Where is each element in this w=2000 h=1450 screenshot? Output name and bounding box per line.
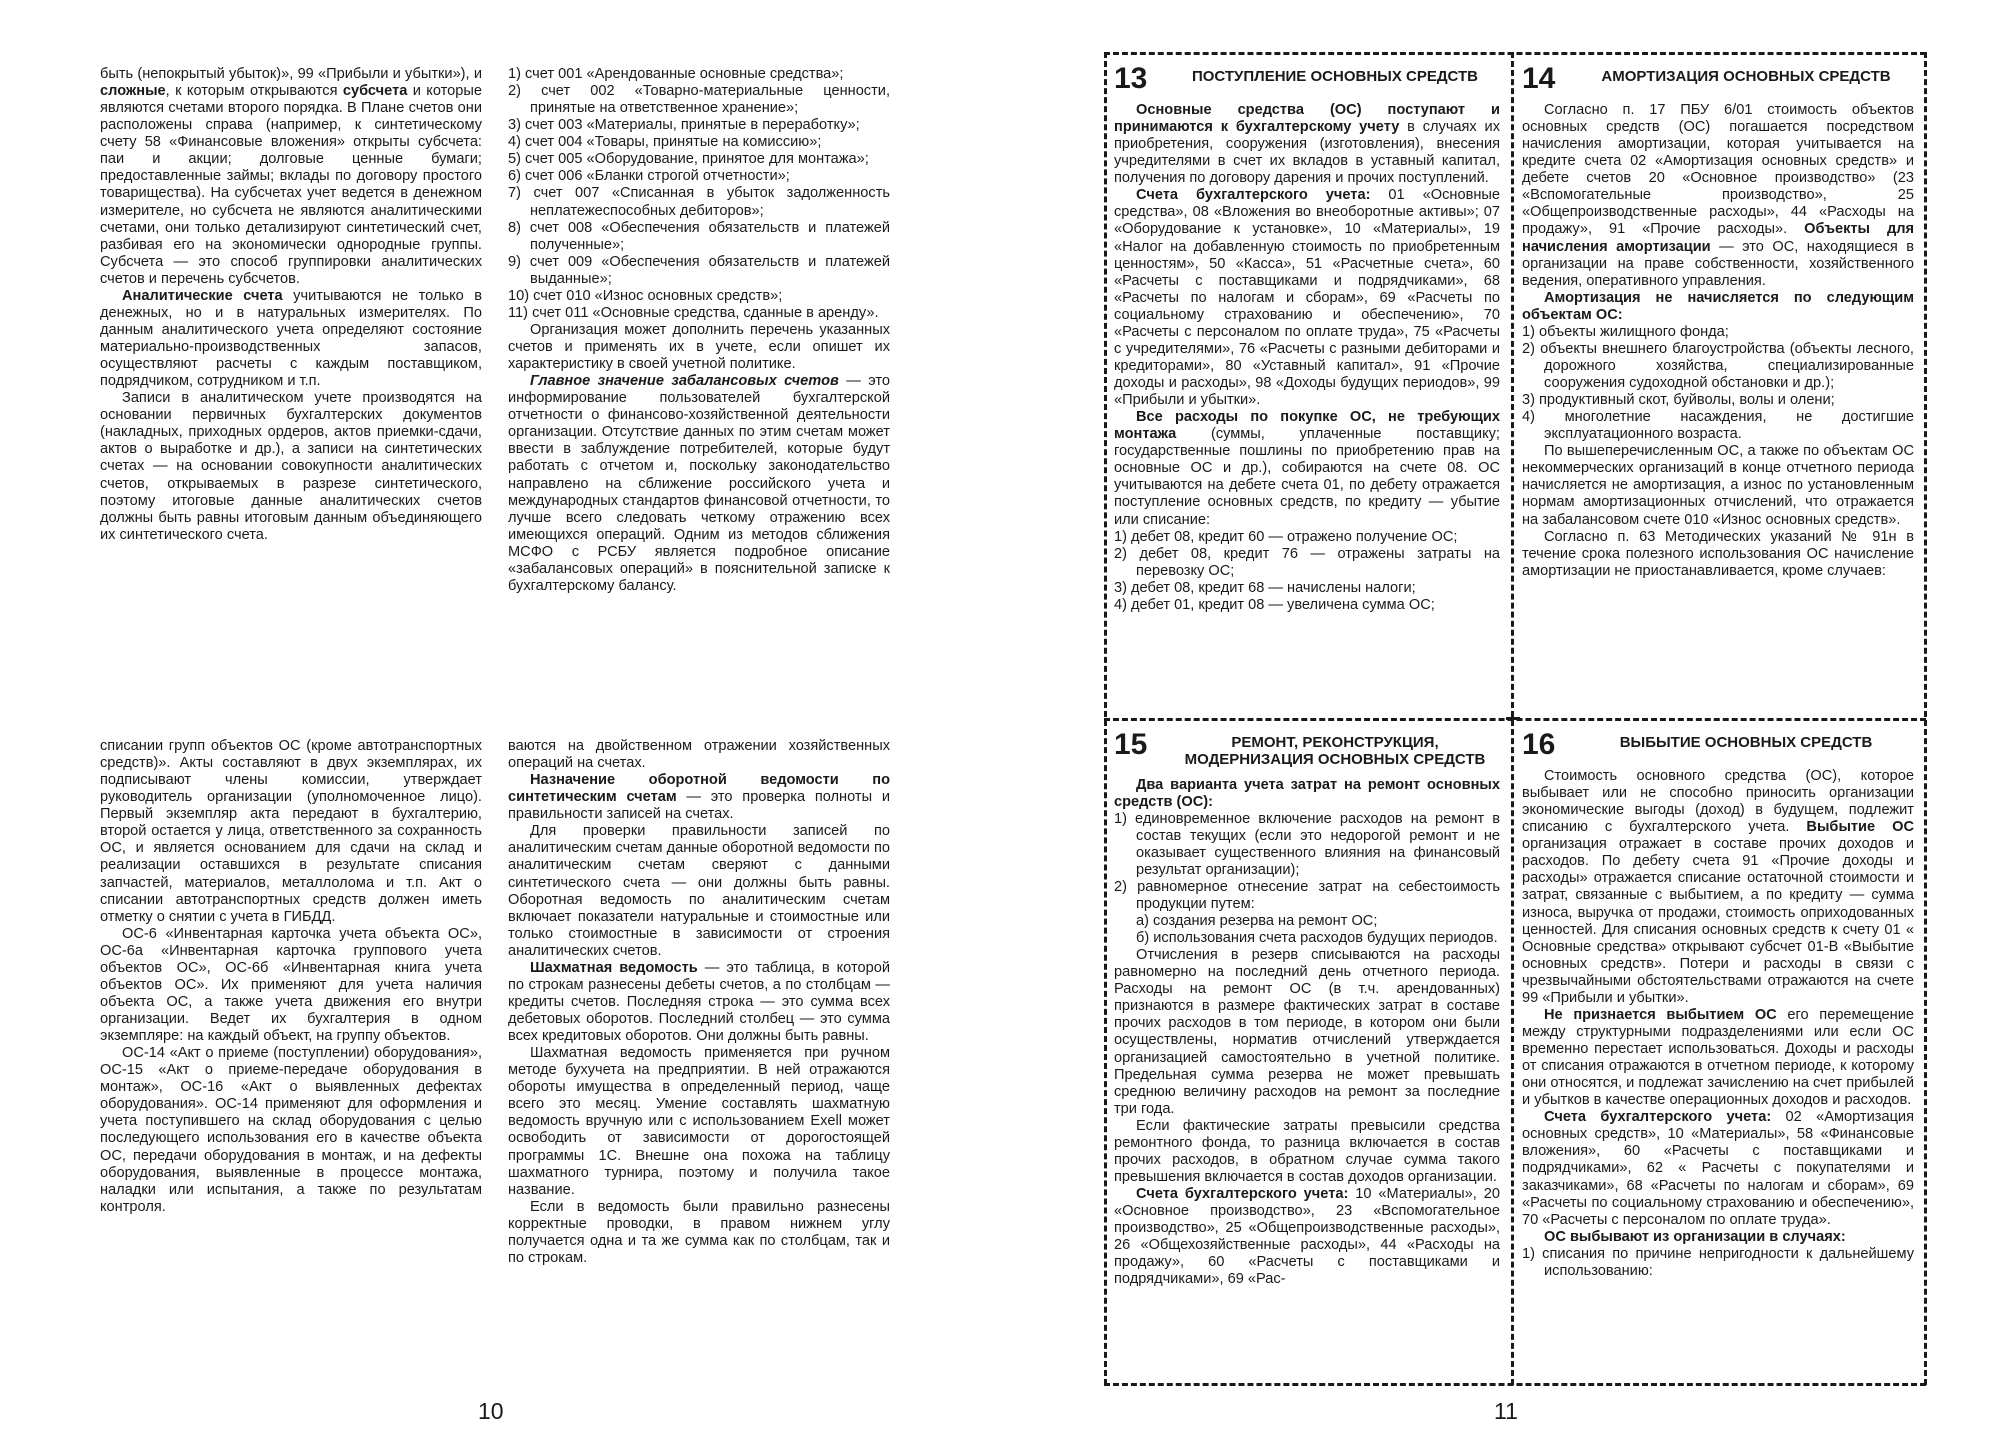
paragraph: Стоимость основного средства (ОС), которое выбывает или не способно приносить организации экономические выгоды (доход) в будущем, подлежит списанию с бухгалтерского учета. Выбытие ОС организация отражает в составе прочих доходов и расходов. По дебету счета 91 «Прочие доходы и расходы» отражается списание остаточной стоимости и затрат, связанные с выбытием, а по кредиту — сумма износа, выручка от продажи, стоимость оприходованных ценностей. Для списания основных средств к счету 01 « Основные средства» открывают субсчет 01-В «Выбытие основных средств». Потери и расходы в связи с чрезвычайными обстоятельствами отражаются на счете 99 «Прибыли и убытки». <box>1522 768 1914 1006</box>
paragraph: ОС выбывают из организации в случаях: <box>1544 1228 1846 1245</box>
off-balance-account-item: 5) счет 005 «Оборудование, принятое для монтажа»; <box>508 151 869 168</box>
paragraph: Шахматная ведомость — это таблица, в которой по строкам разнесены дебеты счетов, а по столбцам — кредиты счетов. Последняя строка — это сумма всех дебетовых оборотов. Последний столбец — это сумма всех кредитовых оборотов. Они должны быть равны. <box>508 959 890 1045</box>
text-column-top-right <box>508 66 890 595</box>
paragraph: Амортизация не начисляется по следующим объектам ОС: <box>1522 289 1914 323</box>
paragraph: быть (непокрытый убыток)», 99 «Прибыли и убытки»), и сложные, к которым открываются субсчета и которые являются счетами второго порядка. В Плане счетов они расположены справа (например, к синтетическому счету 58 «Финансовые вложения» открыты субсчета: паи и акции; долговые ценные бумаги; предоставленные займы; вклады по договору простого товарищества). На субсчетах учет ведется в денежном измерителе, но субсчета не являются аналитическими счетами, они только детализируют синтетический счет, разбивая его на экономически однородные группы. Субсчета — это способ группировки аналитических счетов и перечень субсчетов. <box>100 66 482 287</box>
paragraph: списании групп объектов ОС (кроме автотранспортных средств)». Акты составляют в двух экземплярах, их подписывают члены комиссии, утверждает руководитель организации (уполномоченное лицо). Первый экземпляр акта передают в бухгалтерию, второй остается у лица, ответственного за сохранность ОС, и является основанием для сдачи на склад и реализации оставшихся в результате списания запчастей, материалов, металлолома и т.п. Акт о списании автотранспортных средств должен иметь отметку о снятии с учета в ГИБДД. <box>100 738 482 925</box>
list-item: 1) дебет 08, кредит 60 — отражено получение ОС; <box>1114 528 1458 545</box>
card-body <box>1522 768 1914 1280</box>
paragraph: Назначение оборотной ведомости по синтетическим счетам — это проверка полноты и правильности записей на счетах. <box>508 772 890 823</box>
paragraph: Счета бухгалтерского учета: 02 «Амортизация основных средств», 10 «Материалы», 58 «Финансовые вложения», 60 «Расчеты с поставщиками и подрядчиками», 62 « Расчеты с покупателями и заказчиками», 68 «Расчеты по налогам и сборам», 69 «Расчеты по социальному страхованию и обеспечению», 70 «Расчеты с персоналом по оплате труда». <box>1522 1109 1914 1228</box>
paragraph: Главное значение забалансовых счетов — это информирование пользователей бухгалтерской отчетности о финансово-хозяйственной деятельности организации. Отсутствие данных по этим счетам может ввести в заблуждение потребителей, которые будут работать с отчетом и, поскольку законодательство направлено на сближение российского учета и международных стандартов финансовой отчетности, то лучше всего следовать четкому отражению всех имеющихся операций. Одним из методов сближения МСФО с РСБУ является подробное описание «забалансовых операций» в пояснительной записке к бухгалтерскому балансу. <box>508 373 890 594</box>
list-item: 3) дебет 08, кредит 68 — начислены налоги; <box>1114 579 1416 596</box>
list-item: 1) объекты жилищного фонда; <box>1522 323 1729 340</box>
paragraph: ваются на двойственном отражении хозяйственных операций на счетах. <box>508 738 890 772</box>
card-header <box>1114 730 1500 769</box>
card-number: 15 <box>1114 728 1148 761</box>
list-item: 4) дебет 01, кредит 08 — увеличена сумма ОС; <box>1114 596 1435 613</box>
off-balance-account-item: 8) счет 008 «Обеспечения обязательств и платежей полученные»; <box>508 219 890 253</box>
card-body <box>1114 102 1500 614</box>
paragraph: Для проверки правильности записей по аналитическим счетам данные оборотной ведомости по аналитическим счетам сверяют с данными синтетического счета — они должны быть равны. Оборотная ведомость по аналитическим счетам включает показатели натуральные и стоимостные или только стоимостные в зависимости от строения аналитических счетов. <box>508 823 890 959</box>
paragraph: Согласно п. 63 Методических указаний № 91н в течение срока полезного использования ОС начисление амортизации не приостанавливается, кроме случаев: <box>1522 528 1914 579</box>
paragraph: Отчисления в резерв списываются на расходы равномерно на последний день отчетного периода. Расходы на ремонт ОС (в т.ч. арендованных) признаются в размере фактических затрат в составе прочих расходов в том периоде, в котором они были осуществлены, норматив отчислений утверждается организацией самостоятельно в учетной политике. Предельная сумма резерва не может превышать среднюю величину расходов на ремонт за последние три года. <box>1114 947 1500 1117</box>
card-15 <box>1114 730 1500 1288</box>
off-balance-account-item: 1) счет 001 «Арендованные основные средства»; <box>508 66 844 82</box>
list-item: а) создания резерва на ремонт ОС; <box>1136 913 1378 929</box>
paragraph: Записи в аналитическом учете производятся на основании первичных бухгалтерских документов (накладных, приходных ордеров, актов приемки-сдачи, актов о выработке и др.), а записи на синтетических счетах — на основании совокупности аналитических счетов, открываемых в разрезе синтетического, поэтому итоговые данные аналитических счетов должны быть равны итоговым данным объединяющего их синтетического счета. <box>100 390 482 543</box>
paragraph: ОС-6 «Инвентарная карточка учета объекта ОС», ОС-6а «Инвентарная карточка группового учета объектов ОС», ОС-6б «Инвентарная книга учета объектов ОС». Их применяют для учета наличия объекта ОС, а также учета движения его внутри организации. Ведет их бухгалтерия в одном экземпляре: на каждый объект, на группу объектов. <box>100 925 482 1045</box>
paragraph: ОС-14 «Акт о приеме (поступлении) оборудования», ОС-15 «Акт о приеме-передаче оборудования в монтаж», ОС-16 «Акт о выявленных дефектах оборудования». ОС-14 применяют для оформления и учета поступившего на склад оборудования с целью последующего использования его в качестве объекта ОС, передачи оборудования в монтаж, и на дефекты оборудования, выявленные в процессе монтажа, наладки или испытания, а также по результатам контроля. <box>100 1045 482 1215</box>
list-item: б) использования счета расходов будущих периодов. <box>1136 930 1498 947</box>
card-header <box>1114 64 1500 94</box>
paragraph: По вышеперечисленным ОС, а также по объектам ОС некоммерческих организаций в конце отчетного периода начисляется не амортизация, а износ по установленным нормам амортизационных отчислений, что отражается на забалансовом счете 010 «Износ основных средств». <box>1522 443 1914 528</box>
card-13 <box>1114 64 1500 614</box>
off-balance-account-item: 10) счет 010 «Износ основных средств»; <box>508 287 783 304</box>
paragraph: Организация может дополнить перечень указанных счетов и применять их в учете, если опишет их характеристику в своей учетной политике. <box>508 321 890 373</box>
paragraph: Два варианта учета затрат на ремонт основных средств (ОС): <box>1114 776 1500 810</box>
card-body <box>1522 102 1914 580</box>
card-number: 13 <box>1114 62 1148 95</box>
off-balance-account-item: 9) счет 009 «Обеспечения обязательств и платежей выданные»; <box>508 253 890 287</box>
card-14 <box>1522 64 1914 580</box>
off-balance-account-item: 2) счет 002 «Товарно-материальные ценности, принятые на ответственное хранение»; <box>508 83 890 117</box>
frame-top-line <box>1104 52 1926 55</box>
list-item: 2) дебет 08, кредит 76 — отражены затраты на перевозку ОС; <box>1114 545 1500 579</box>
card-header <box>1522 64 1914 94</box>
text-column-bottom-right <box>508 738 890 1267</box>
list-item: 4) многолетние насаждения, не достигшие эксплуатационного возраста. <box>1522 409 1914 443</box>
paragraph: Все расходы по покупке ОС, не требующих монтажа (суммы, уплаченные поставщику; государственные пошлины по приобретению прав на основные ОС и др.), собираются на счете 08. ОС учитываются на дебете счета 01, по дебету отражается поступление основных средств, по кредиту — убытие или списание: <box>1114 409 1500 528</box>
page-number: 10 <box>478 1398 504 1424</box>
card-number: 14 <box>1522 62 1556 95</box>
card-number: 16 <box>1522 728 1556 761</box>
list-item: 3) продуктивный скот, буйволы, волы и олени; <box>1522 392 1835 409</box>
paragraph: Счета бухгалтерского учета: 01 «Основные средства», 08 «Вложения во внеоборотные активы»; 07 «Оборудование к установке», 10 «Материалы», 19 «Налог на добавленную стоимость по приобретенным ценностям», 50 «Касса», 51 «Расчетные счета», 60 «Расчеты с поставщиками и подрядчиками», 68 «Расчеты по налогам и сборам», 69 «Расчеты по социальному страхованию и обеспечению», 70 «Расчеты с персоналом по оплате труда», 75 «Расчеты с учредителями», 76 «Расчеты с разными дебиторами и кредиторами», 80 «Уставный капитал», 91 «Прочие доходы и расходы», 98 «Доходы будущих периодов», 99 «Прибыли и убытки». <box>1114 187 1500 409</box>
page-number: 11 <box>1494 1398 1518 1424</box>
card-header <box>1522 730 1914 760</box>
frame-right-line <box>1924 52 1927 1385</box>
card-title: ВЫБЫТИЕ ОСНОВНЫХ СРЕДСТВ <box>1619 734 1873 751</box>
paragraph: Согласно п. 17 ПБУ 6/01 стоимость объектов основных средств (ОС) погашается посредством начисления амортизации, которая учитывается на кредите счета 02 «Амортизация основных средств» и дебете счетов 20 «Основное производство» (23 «Вспомогательные производство», 25 «Общепроизводственные расходы», 44 «Расходы на продажу», 91 «Прочие расходы». Объекты для начисления амортизации — это ОС, находящиеся в организации на праве собственности, хозяйственного ведения, оперативного управления. <box>1522 102 1915 289</box>
list-item: 2) равномерное отнесение затрат на себестоимость продукции путем: <box>1114 878 1500 912</box>
card-title: РЕМОНТ, РЕКОНСТРУКЦИЯ, МОДЕРНИЗАЦИЯ ОСНОВНЫХ СРЕДСТВ <box>1184 734 1486 769</box>
right-page <box>1000 0 2000 1450</box>
off-balance-account-item: 11) счет 011 «Основные средства, сданные в аренду». <box>508 304 879 321</box>
frame-left-line <box>1104 52 1107 1385</box>
paragraph: Счета бухгалтерского учета: 10 «Материалы», 20 «Основное производство», 23 «Вспомогательное производство», 25 «Общепроизводственные расходы», 26 «Общехозяйственные расходы», 44 «Расходы на продажу», 60 «Расчеты с поставщиками и подрядчиками», 69 «Рас- <box>1114 1186 1501 1288</box>
paragraph: Основные средства (ОС) поступают и принимаются к бухгалтерскому учету в случаях их приобретения, сооружения (изготовления), внесения учредителями в счет их вкладов в уставный капитал, получения по договору дарения и прочих поступлений. <box>1114 102 1500 187</box>
frame-bottom-line <box>1104 1383 1926 1386</box>
list-item: 1) списания по причине непригодности к дальнейшему использованию: <box>1522 1245 1914 1279</box>
paragraph: Не признается выбытием ОС его перемещение между структурными подразделениями или если ОС временно перестает использоваться. Доходы и расходы от списания отражаются в отчетном периоде, к которому они относятся, и подлежат зачислению на счет прибылей и убытков в качестве операционных доходов и расходов. <box>1522 1006 1914 1109</box>
list-item: 1) единовременное включение расходов на ремонт в состав текущих (если это недорогой ремонт и не оказывает существенного влияния на финансовый результат организации); <box>1114 810 1500 878</box>
paragraph: Если в ведомость были правильно разнесены корректные проводки, в правом нижнем углу получается одна и та же сумма как по столбцам, так и по строкам. <box>508 1198 890 1266</box>
card-title: ПОСТУПЛЕНИЕ ОСНОВНЫХ СРЕДСТВ <box>1191 68 1478 85</box>
off-balance-account-item: 3) счет 003 «Материалы, принятые в переработку»; <box>508 117 860 134</box>
off-balance-account-item: 6) счет 006 «Бланки строгой отчетности»; <box>508 168 790 185</box>
off-balance-account-item: 7) счет 007 «Списанная в убыток задолженность неплатежеспособных дебиторов»; <box>508 185 890 219</box>
frame-center-mark <box>1506 717 1520 720</box>
paragraph: Аналитические счета учитываются не только в денежных, но и в натуральных измерителях. По данным аналитического учета определяют состояние материально-производственных запасов, осуществляют расчеты с каждым поставщиком, подрядчиком, сотрудником и т.п. <box>100 287 482 390</box>
list-item: 2) объекты внешнего благоустройства (объекты лесного, дорожного хозяйства, специализированные сооружения судоходной обстановки и др.); <box>1522 340 1914 391</box>
card-16 <box>1522 730 1914 1280</box>
paragraph: Шахматная ведомость применяется при ручном методе бухучета на предприятии. В ней отражаются обороты имущества в определенный период, чаще всего это месяц. Умение составлять шахматную ведомость вручную или с использованием Exell может освободить от зависимости от дорогостоящей программы 1С. Внешне она похожа на таблицу шахматного турнира, поэтому и получила такое название. <box>508 1045 890 1198</box>
off-balance-account-item: 4) счет 004 «Товары, принятые на комиссию»; <box>508 134 822 151</box>
text-column-bottom-left <box>100 738 482 1216</box>
card-body <box>1114 777 1500 1289</box>
text-column-top-left <box>100 66 482 544</box>
paragraph: Если фактические затраты превысили средства ремонтного фонда, то разница включается в состав прочих расходов, в обратном случае сумма такого превышения включается в состав доходов организации. <box>1114 1117 1500 1185</box>
card-title: АМОРТИЗАЦИЯ ОСНОВНЫХ СРЕДСТВ <box>1601 68 1891 85</box>
